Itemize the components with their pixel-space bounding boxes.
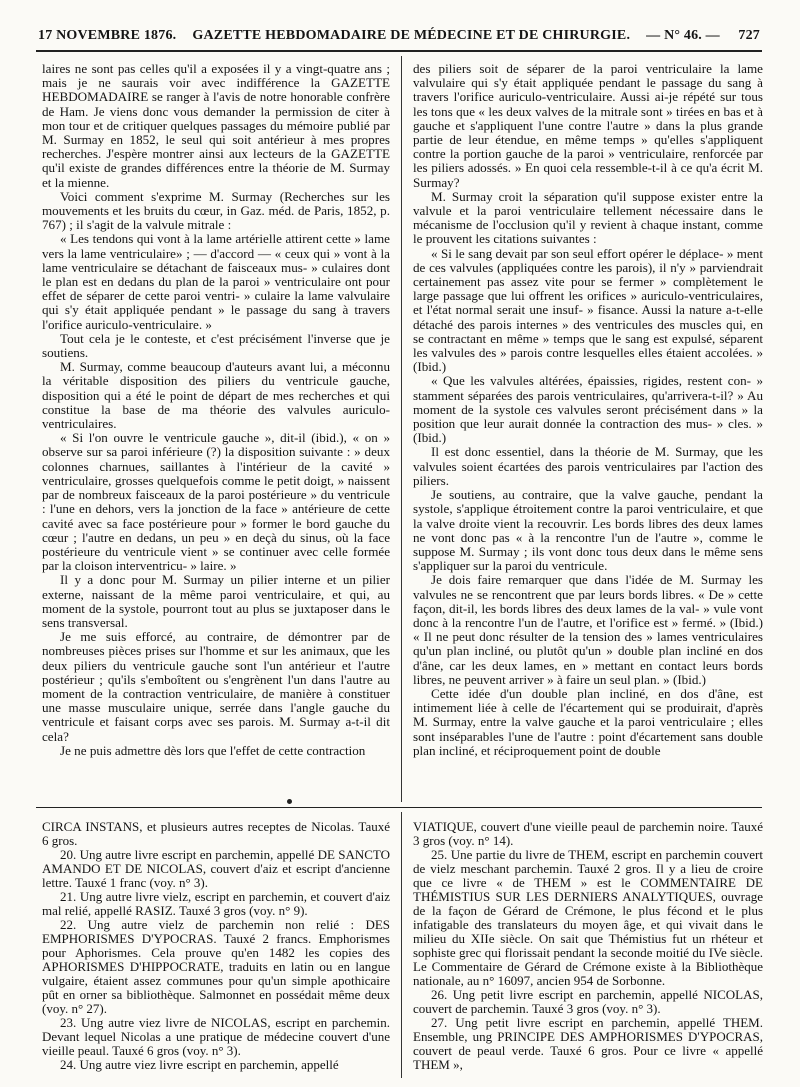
- paragraph: laires ne sont pas celles qu'il a exposées il y a vingt-quatre ans ; mais je ne saurais voir avec indifférence la GAZETTE HEBDOMADAIRE se ranger à l'avis de notre honorable confrère de Ham. Je viens donc vous demander la permission de citer à mon tour et de critiquer quelques passages du mémoire publié par M. Surmay en 1852, le seul qui soit antérieur à mes propres recherches. J'espère montrer ainsi aux lecteurs de la GAZETTE qu'il existe de grandes différences entre la théorie de M. Surmay et la mienne.: [42, 62, 390, 190]
- paragraph: CIRCA INSTANS, et plusieurs autres receptes de Nicolas. Tauxé 6 gros.: [42, 820, 390, 848]
- header-date: 17 NOVEMBRE 1876.: [38, 28, 177, 43]
- article-column-right: [413, 62, 763, 800]
- paragraph: Je ne puis admettre dès lors que l'effet de cette contraction: [60, 742, 366, 758]
- paragraph: 24. Ung autre viez livre escript en parchemin, appellé: [60, 1057, 339, 1072]
- header-issue: — N° 46. —: [646, 28, 720, 43]
- paragraph: Tout cela je le conteste, et c'est précisément l'inverse que je soutiens.: [42, 330, 390, 361]
- article-column-left: [42, 62, 390, 800]
- paragraph: des piliers soit de séparer de la paroi ventriculaire la lame valvulaire qui s'y était appliquée pendant le passage du sang à travers l'orifice auriculo-ventriculaire. Aussi ai-je répété sur tous les tons que « les deux valves de la mitrale sont » tirées en bas et à gauche et s'appliquent l'une contre l'autre » dans la plus grande partie de leur étendue, en même temps » qu'elles s'appliquent contre la portion gauche de la paroi » ventriculaire, renforcée par les piliers adossés. » En quoi cela ressemble-t-il à ce qu'a écrit M. Surmay?: [413, 62, 763, 190]
- feuilleton-rule: [36, 807, 762, 808]
- paragraph: Cette idée d'un double plan incliné, en dos d'âne, est intimement liée à celle de l'écartement qui se produirait, d'après M. Surmay, entre la valve gauche et la paroi ventriculaire ; elles sont inséparables l'une de l'autre : point d'écartement sans double plan incliné, et réciproquement point de double: [413, 685, 763, 758]
- paragraph: Je soutiens, au contraire, que la valve gauche, pendant la systole, s'applique étroitement contre la paroi ventriculaire, et que la valve droite vient la recouvrir. Les bords libres des deux lames ne vont donc pas « à la rencontre l'un de l'autre », comme le suppose M. Surmay ; ils vont donc tous deux dans le même sens s'appliquer sur la paroi du ventricule.: [413, 487, 763, 574]
- paragraph: Je me suis efforcé, au contraire, de démontrer par de nombreuses pièces prises sur l'homme et sur les animaux, que les deux piliers du ventricule gauche sont l'un antérieur et l'autre postérieur ; qu'ils s'emboîtent ou s'engrènent l'un dans l'autre au moment de la contraction ventriculaire, de manière à constituer une masse musculaire unique, serrée dans l'angle gauche du ventricule et faisant corps avec ses parois. M. Surmay a-t-il dit cela?: [42, 629, 390, 744]
- paragraph: Il est donc essentiel, dans la théorie de M. Surmay, que les valvules soient écartées des parois ventriculaires par l'action des piliers.: [413, 444, 763, 488]
- paragraph: M. Surmay, comme beaucoup d'auteurs avant lui, a méconnu la véritable disposition des piliers du ventricule gauche, disposition qui a été le point de départ de mes recherches et qui constitue la base de ma théorie des valvules auriculo-ventriculaires.: [42, 359, 390, 432]
- paragraph: Je dois faire remarquer que dans l'idée de M. Surmay les valvules ne se rencontrent que par leurs bords libres. « De » cette façon, dit-il, les bords libres des deux lames de la val- » vule vont donc à la rencontre l'un de l'autre, et l'orifice est » fermé. » (Ibid.) « Il ne peut donc résulter de la tension des » lames ventriculaires qu'un plan incliné, ou plutôt qu'un » double plan incliné en dos d'âne, car les deux lames, en » mettant en contact leurs bords libres, ne peuvent arriver » à faire un seul plan. » (Ibid.): [413, 572, 763, 687]
- header-issue-page: [646, 28, 760, 44]
- column-divider-bottom: [401, 812, 402, 1078]
- paragraph: 20. Ung autre livre escript en parchemin, appellé DE SANCTO AMANDO ET DE NICOLAS, couvert d'aiz et escript d'ancienne lettre. Tauxé 1 franc (voy. n° 3).: [42, 847, 390, 890]
- paragraph: « Si l'on ouvre le ventricule gauche », dit-il (ibid.), « on » observe sur sa paroi inférieure (?) la disposition suivante : » deux colonnes charnues, saillantes à l'intérieur de la cavité » ventriculaire, grosses quelquefois comme le petit doigt, » naissent par de nombreux faisceaux de la paroi postérieure » du ventricule : l'une en dehors, vers la jonction de la face » antérieure de cette cavité avec sa face postérieure pour » former le bord gauche du cœur ; l'autre en dedans, un peu » en deçà du sinus, où la face postérieure du ventricule vient » se continuer avec celle formée par la cloison interventricu- » laire. »: [42, 430, 390, 574]
- header-title: GAZETTE HEBDOMADAIRE DE MÉDECINE ET DE CHIRURGIE.: [192, 28, 631, 43]
- paragraph: 26. Ung petit livre escript en parchemin, appellé NICOLAS, couvert de parchemin. Tauxé 3 gros (voy. n° 3).: [413, 987, 763, 1016]
- paragraph: 27. Ung petit livre escript en parchemin, appellé THEM. Ensemble, ung PRINCIPE DES AMPHORISMES D'YPOCRAS, couvert de peaul verde. Tauxé 6 gros. Pour ce livre « appellé THEM »,: [413, 1015, 763, 1072]
- paragraph: 22. Ung autre vielz de parchemin non relié : DES EMPHORISMES D'YPOCRAS. Tauxé 2 francs. Emphorismes pour Aphorismes. Cela prouve qu'en 1482 les copies des APHORISMES D'HIPPOCRATE, traduits en latin ou en langue vulgaire, étaient assez communes pour qu'un simple apothicaire pût en orner sa bibliothèque. Salmonnet en possédait même deux (voy. n° 27).: [42, 917, 390, 1016]
- feuilleton-column-left: [42, 820, 390, 1078]
- paragraph: « Si le sang devait par son seul effort opérer le déplace- » ment de ces valvules (appliquées contre les parois), il n'y » parviendrait certainement pas assez vite pour se fermer » complètement le large passage que lui offrent les orifices » auriculo-ventriculaires, et l'état normal serait une insuf- » fisance. Aussi la nature a-t-elle détaché des parois internes » des ventricules des muscles qui, en se contractant en même » temps que le sang est expulsé, séparent les valvules des » parois contre lesquelles elles étaient accolées. » (Ibid.): [413, 245, 763, 375]
- paragraph: Voici comment s'exprime M. Surmay (Recherches sur les mouvements et les bruits du cœur, in Gaz. méd. de Paris, 1852, p. 767) ; il s'agit de la valvule mitrale :: [42, 188, 390, 233]
- ornament-dot: [287, 799, 292, 804]
- paragraph: 25. Une partie du livre de THEM, escript en parchemin couvert de vielz meschant parchemin. Tauxé 2 gros. Il y a lieu de croire que ce livre « de THEM » est le COMMENTAIRE DE THÉMISTIUS SUR LES DERNIERS ANALYTIQUES, ouvrage de la façon de Gérard de Crémone, le plus fécond et le plus infatigable des translateurs du moyen âge, et qui vivait dans le milieu du XIIe siècle. On sait que Thémistius fut un rhéteur et sophiste grec qui florissait pendant la seconde moitié du IVe siècle. Le Commentaire de Gérard de Crémone existe à la Bibliothèque nationale, au n° 16097, ancien 954 de Sorbonne.: [413, 847, 763, 988]
- paragraph: 23. Ung autre viez livre de NICOLAS, escript en parchemin. Devant lequel Nicolas a une pratique de médecine couvert d'une vieille peaul. Tauxé 6 gros (voy. n° 3).: [42, 1015, 390, 1058]
- header-page-number: 727: [738, 28, 760, 43]
- paragraph: « Les tendons qui vont à la lame artérielle attirent cette » lame vers la lame ventriculaire» ; — d'accord — « ceux qui » vont à la lame ventriculaire se détachant de faisceaux mus- » culaires dont le plan est en dedans du plan de la paroi » ventriculaire ont pour effet de séparer de cette paroi ventri- » culaire la lame valvulaire qui s'y était appliquée pendant » le passage du sang à travers l'orifice auriculo-ventriculaire. »: [42, 231, 390, 332]
- paragraph: Il y a donc pour M. Surmay un pilier interne et un pilier externe, naissant de la même paroi ventriculaire, et qui, au moment de la systole, pourront tout au plus se juxtaposer dans le sens transversal.: [42, 572, 390, 630]
- page-header: [38, 28, 760, 46]
- paragraph: « Que les valvules altérées, épaissies, rigides, restent con- » stamment séparées des parois ventriculaires, qu'arrivera-t-il? » Au moment de la systole ces valvules seront précisément dans » la position que leur aurait donnée la contraction des mus- » cles. » (Ibid.): [413, 373, 763, 446]
- column-divider-top: [401, 56, 402, 802]
- feuilleton-column-right: [413, 820, 763, 1078]
- paragraph: 21. Ung autre livre vielz, escript en parchemin, et couvert d'aiz mal relié, appellé RASIZ. Tauxé 3 gros (voy. n° 9).: [42, 889, 390, 918]
- paragraph: VIATIQUE, couvert d'une vieille peaul de parchemin noire. Tauxé 3 gros (voy. n° 14).: [413, 820, 763, 848]
- paragraph: M. Surmay croit la séparation qu'il suppose exister entre la valvule et la paroi ventriculaire tellement nécessaire dans le mécanisme de l'occlusion qu'il y revient à chaque instant, comme le prouvent les citations suivantes :: [413, 188, 763, 247]
- header-rule: [36, 50, 762, 52]
